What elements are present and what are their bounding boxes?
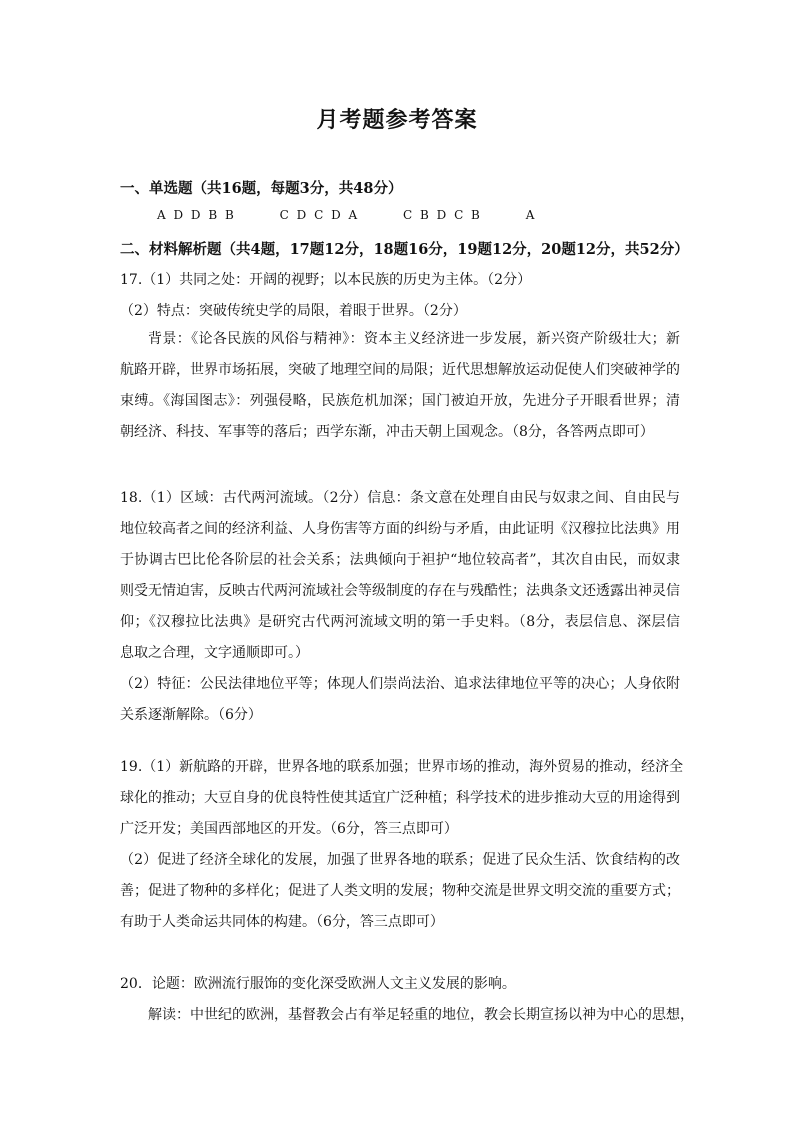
text-line: 18.（1）区域：古代两河流域。（2分）信息：条文意在处理自由民与奴隶之间、自由民与 (120, 490, 680, 506)
section2-heading: 二、材料解析题（共4题，17题12分，18题16分，19题12分，20题12分，共52分） (120, 241, 689, 258)
page-title: 月考题参考答案 (316, 107, 478, 133)
text-line: 地位较高者之间的经济利益、人身伤害等方面的纠纷与矛盾，由此证明《汉穆拉比法典》用 (120, 521, 680, 537)
text-line: （2）促进了经济全球化的发展，加强了世界各地的联系；促进了民众生活、饮食结构的改 (120, 852, 680, 868)
text-line: 球化的推动；大豆自身的优良特性使其适宜广泛种植；科学技术的进步推动大豆的用途得到 (120, 790, 680, 806)
text-line: 有助于人类命运共同体的构建。（6分，答三点即可） (120, 914, 444, 930)
answer-group-4: A (525, 208, 537, 222)
q17-part2: （2）特点：突破传统史学的局限，着眼于世界。（2分） (120, 303, 467, 319)
text-line: 朝经济、科技、军事等的落后；西学东渐，冲击天朝上国观念。（8分，各答两点即可） (120, 424, 654, 440)
text-line: （2）特征：公民法律地位平等；体现人们崇尚法治、追求法律地位平等的决心；人身依附 (120, 676, 680, 692)
text-line: 于协调古巴比伦各阶层的社会关系；法典倾向于袒护“地位较高者”，其次自由民，而奴隶 (120, 552, 680, 568)
text-line: 仰；《汉穆拉比法典》是研究古代两河流域文明的第一手史料。（8分，表层信息、深层信 (120, 614, 680, 630)
text-line: 则受无情迫害，反映古代两河流域社会等级制度的存在与残酷性；法典条文还透露出神灵信 (120, 583, 680, 599)
q17-part1: 17.（1）共同之处：开阔的视野；以本民族的历史为主体。（2分） (120, 272, 532, 288)
text-line: 解读：中世纪的欧洲，基督教会占有举足轻重的地位，教会长期宣扬以神为中心的思想， (148, 1007, 694, 1023)
text-line: 广泛开发；美国西部地区的开发。（6分，答三点即可） (120, 821, 458, 837)
section1-heading: 一、单选题（共16题，每题3分，共48分） (120, 180, 403, 197)
answer-group-2: C D C D A (279, 208, 360, 222)
q18-answer (120, 483, 680, 731)
text-line: 背景：《论各民族的风俗与精神》：资本主义经济进一步发展，新兴资产阶级壮大；新 (148, 331, 680, 347)
q17-background (120, 324, 680, 448)
answer-group-3: C B D C B (403, 208, 482, 222)
answer-group-1: A D D B B (157, 208, 236, 222)
text-line: 束缚。《海国图志》：列强侵略，民族危机加深；国门被迫开放，先进分子开眼看世界；清 (120, 393, 680, 409)
text-line: 善；促进了物种的多样化；促进了人类文明的发展；物种交流是世界文明交流的重要方式； (120, 883, 680, 899)
text-line: 关系逐渐解除。（6分） (120, 707, 262, 723)
q19-answer (120, 752, 684, 938)
text-line: 19.（1）新航路的开辟，世界各地的联系加强；世界市场的推动，海外贸易的推动，经济全 (120, 759, 684, 775)
text-line: 20．论题：欧洲流行服饰的变化深受欧洲人文主义发展的影响。 (120, 976, 516, 992)
q20-answer (120, 969, 694, 1031)
text-line: 航路开辟，世界市场拓展，突破了地理空间的局限；近代思想解放运动促使人们突破神学的 (120, 362, 680, 378)
text-line: 息取之合理，文字通顺即可。） (120, 645, 309, 661)
answer-key-row (157, 208, 574, 222)
